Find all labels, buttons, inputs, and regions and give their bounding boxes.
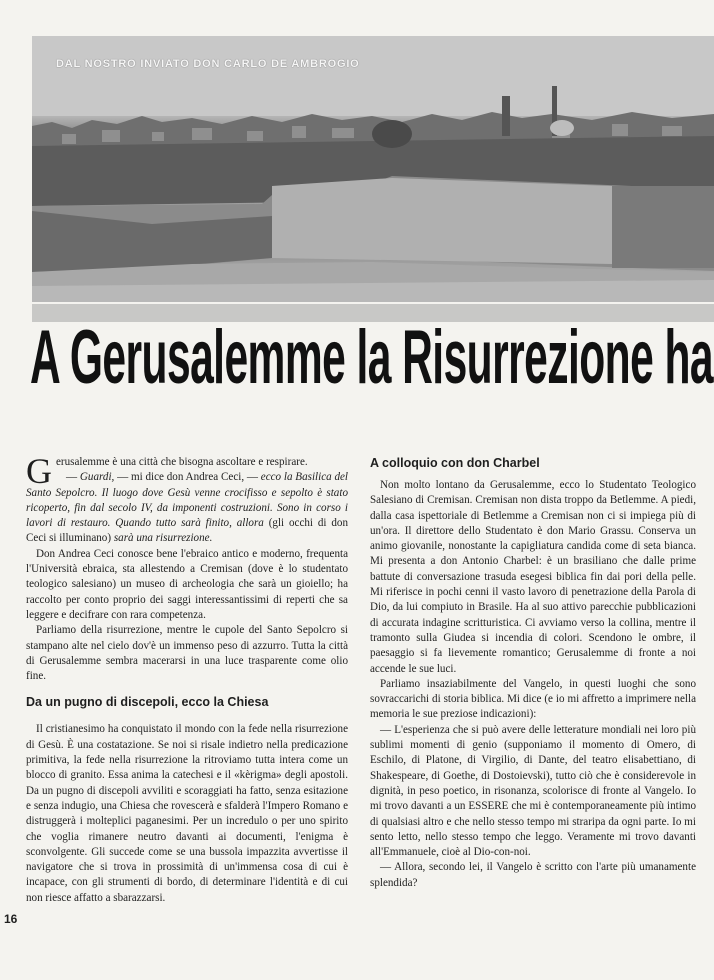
quote-italic-2: ecco la Basilica del Santo Sepolcro. Il luogo dove Gesù venne crocifisso e sepolto è stato ricoperto, fin dal secolo IV, da imponenti costruzioni. Sono in corso i lavori di restauro. Quando tutto sarà finito, allora	[26, 471, 349, 530]
paragraph-risurrezione: Parliamo della risurrezione, mentre le cupole del Santo Sepolcro si stampano alte nel cielo dov'è un immenso peso di azzurro. Tutta la città di Gerusalemme sembra macerarsi in una luce trasparente come olio fine.	[26, 624, 348, 683]
right-column	[370, 455, 696, 891]
paragraph-vangelo: Parliamo insaziabilmente del Vangelo, in questi luoghi che sono sovraccarichi di storia biblica. Mi dice (e io mi affretto a imprimere nella memoria le sue preziose indicazioni):	[370, 677, 696, 721]
intro-text: erusalemme è una città che bisogna ascoltare e respirare.	[56, 456, 308, 468]
quote-italic-3: sarà una risurrezione.	[113, 532, 213, 545]
section-heading-chiesa: Da un pugno di discepoli, ecco la Chiesa	[26, 695, 269, 710]
city-panorama-illustration	[32, 36, 714, 302]
paragraph-ceci: Don Andrea Ceci conosce bene l'ebraico antico e moderno, frequenta l'Università ebraica, sta allestendo a Cremisan (dove è lo studentato teologico salesiano) un museo di archeologia che sarà un gioiello; ha raccolto per conto proprio dei saggi interessantissimi di reperti che sa leggere e decifrare con rara competenza.	[26, 547, 348, 621]
page-number: 16	[4, 912, 18, 926]
paragraph-arte: — Allora, secondo lei, il Vangelo è scritto con l'arte più umanamente splendida?	[370, 861, 696, 889]
paragraph-quote	[26, 470, 348, 546]
paragraph-cristianesimo: Il cristianesimo ha conquistato il mondo con la fede nella risurrezione di Gesù. È una costatazione. Se noi si risale indietro nella predicazione primitiva, la fede nella risurrezione la ritroviamo tutta intera come un blocco di granito. Essa anima la catechesi e il «kèrigma» degli apostoli. Da un pugno di discepoli avviliti e scoraggiati ha fatto, senza esitazione e senza indugio, una Chiesa che rovescerà e sfalderà l'Impero Romano e distruggerà i molteplici paganesimi. Per un incredulo o per uno spirito che voglia rimanere neutro davanti ai documenti, l'enigma è sconvolgente. Gli succede come se una bussola impazzita avvertisse il navigatore che si trova in prossimità di un'immensa cosa di cui è incapace, con gli strumenti di bordo, di determinare l'identità e di cui non riesce affatto a sbarazzarsi.	[26, 723, 348, 904]
quote-attribution: — mi dice don Andrea Ceci, —	[114, 471, 261, 484]
paragraph-cremisan: Non molto lontano da Gerusalemme, ecco lo Studentato Teologico Salesiano di Cremisan. Cremisan non dista troppo da Betlemme. A piedi, dalla casa ispettoriale di Betlemme a Cremisan non ci si impiega più di un'ora. Il direttore dello Studentato è don Mario Grassu. Conserva un animo giovanile, nonostante la capigliatura candida come di seta bianca. Mi presenta a don Antonio Charbel: è un brasiliano che dalle prime battute di conversazione trasuda esegesi biblica fin dai pori della pelle. Mi riferisce in pochi cenni il vasto lavoro di penetrazione della Parola di Dio, da lui compiuto in Brasile. Ha al suo attivo parecchie pubblicazioni di accurata indagine scritturistica. Ci avviamo verso la collina, mentre il tramonto sulla Giudea si incendia di colori. Scendono le ombre, il paesaggio si fa lievemente romantico; Gerusalemme di fronte a noi accende le sue luci.	[370, 479, 696, 675]
quote-aside: (gli occhi di don Ceci si illuminano)	[26, 517, 348, 545]
drop-cap: G	[26, 451, 52, 491]
article-headline: A Gerusalemme la Risurrezione ha	[30, 315, 714, 400]
paragraph-esperienza: — L'esperienza che si può avere delle letterature mondiali nei loro più sublimi momenti di genio (supponiamo il momento di Omero, di Eschilo, di Platone, di Virgilio, di Dante, del teatro elisabettiano, di Shakespeare, di Goethe, di Dostoievski), tutto ciò che è considerevole in dignità, in peso poetico, in risonanza, scolorisce di fronte al Vangelo. Io mi trovo davanti a un ESSERE che mi è contemporaneamente più intimo di qualsiasi altro e che nello stesso tempo mi straripa da ogni parte. Io mi sento letto, nello stesso tempo che leggo. Veramente mi trovo davanti all'Emmanuele, cioè al Dio-con-noi.	[370, 723, 696, 859]
photo-credit: DAL NOSTRO INVIATO DON CARLO DE AMBROGIO	[56, 58, 360, 70]
quote-italic-1: Guardi,	[79, 471, 115, 484]
left-column	[26, 451, 349, 906]
jerusalem-photo	[32, 36, 714, 302]
section-heading-charbel: A colloquio con don Charbel	[370, 456, 540, 470]
quote-dash: —	[66, 471, 80, 484]
